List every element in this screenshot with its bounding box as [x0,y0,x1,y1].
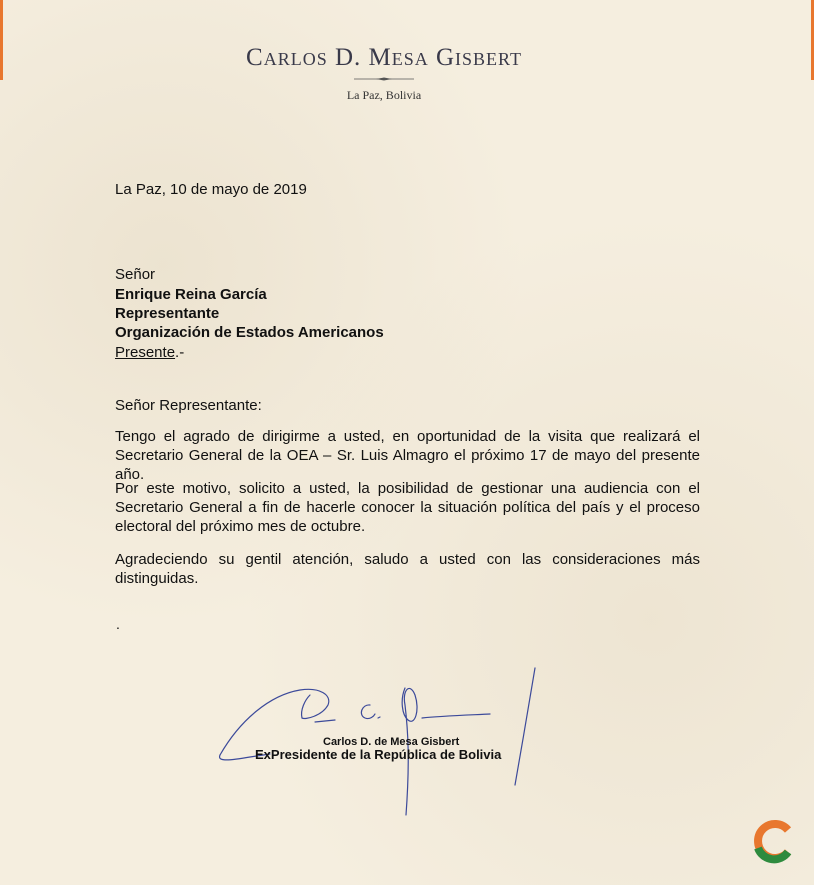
letterhead-city: La Paz, Bolivia [346,88,422,102]
presente-suffix: .- [175,344,185,361]
body-paragraph-3: Agradeciendo su gentil atención, saludo a usted con las consideraciones más distinguidas. [115,551,700,587]
recipient-name: Enrique Reina García [115,286,267,303]
recipient-position: Representante [115,305,220,322]
greeting: Señor Representante: [115,397,262,414]
body-paragraph-1: Tengo el agrado de dirigirme a usted, en oportunidad de la visita que realizará el Secretario General de la OEA – Sr. Luis Almagro el próximo 17 de mayo del presente año. [115,428,700,483]
c-logo-icon [752,818,794,864]
ornament-rule-icon [354,77,414,81]
presente-word: Presente [115,344,176,361]
recipient-presente [115,343,184,362]
letter-date: La Paz, 10 de mayo de 2019 [115,181,307,198]
signature-name: Carlos D. de Mesa Gisbert [323,736,460,748]
letterhead-name: Carlos D. Mesa Gisbert [246,44,522,71]
body-paragraph-2: Por este motivo, solicito a usted, la posibilidad de gestionar una audiencia con el Secretario General a fin de hacerle conocer la situación política del país y el proceso electoral del próximo mes de octubre. [115,480,700,535]
separator-dot: . [116,616,120,632]
signature-title: ExPresidente de la República de Bolivia [255,747,502,762]
recipient-organization: Organización de Estados Americanos [115,324,384,341]
recipient-salutation-title: Señor [115,266,156,283]
